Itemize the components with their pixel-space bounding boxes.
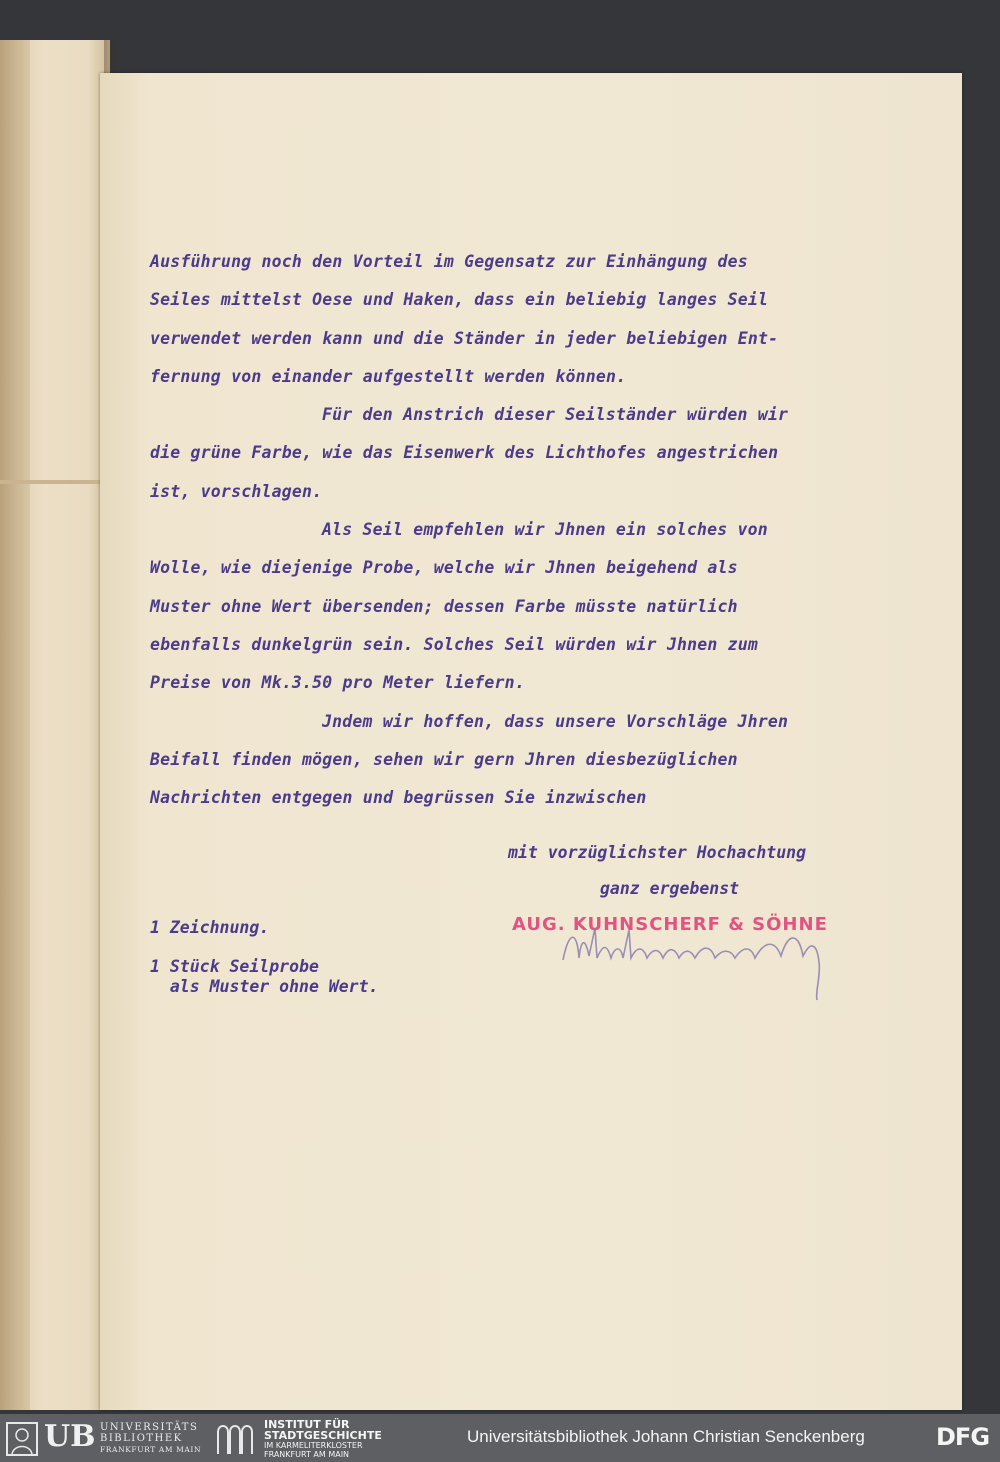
text-line: Muster ohne Wert übersenden; dessen Farbe müsste natürlich: [150, 596, 738, 616]
text-line: Nachrichten entgegen und begrüssen Sie inzwischen: [150, 788, 647, 808]
text-line: verwendet werden kann und die Ständer in jeder beliebigen Ent-: [150, 328, 779, 348]
text-line: Für den Anstrich dieser Seilständer würden wir: [322, 405, 789, 425]
text-line: Preise von Mk.3.50 pro Meter liefern.: [150, 673, 525, 693]
footer-title: Universitätsbibliothek Johann Christian Senckenberg: [467, 1427, 865, 1446]
enclosure-rope-sample-note: als Muster ohne Wert.: [150, 977, 379, 996]
institute-arches-icon: [214, 1420, 256, 1456]
text-line: Als Seil empfehlen wir Jhnen ein solches von: [322, 520, 768, 540]
ifs-line-4: FRANKFURT AM MAIN: [264, 1450, 350, 1459]
ub-portrait-icon: [6, 1422, 38, 1456]
closing-regards: ganz ergebenst: [600, 879, 740, 898]
previous-page-edge: [0, 40, 110, 1410]
text-line: Wolle, wie diejenige Probe, welche wir Jhnen beigehend als: [150, 558, 738, 578]
ub-logo-letters: UB: [44, 1419, 96, 1454]
letter-body: [150, 243, 890, 817]
enclosures: [150, 918, 378, 997]
text-line: fernung von einander aufgestellt werden können.: [150, 366, 627, 386]
text-line: Jndem wir hoffen, dass unsere Vorschläge Jhren: [322, 711, 789, 731]
text-line: ebenfalls dunkelgrün sein. Solches Seil würden wir Jhnen zum: [150, 634, 759, 654]
closing-salutation: mit vorzüglichster Hochachtung: [508, 843, 807, 862]
ifs-line-2: STADTGESCHICHTE: [264, 1429, 382, 1442]
text-line: Beifall finden mögen, sehen wir gern Jhren diesbezüglichen: [150, 749, 738, 769]
ifs-line-3: IM KARMELITERKLOSTER: [264, 1441, 363, 1450]
handwritten-signature: [555, 900, 855, 1010]
dfg-logo: DFG: [936, 1423, 990, 1451]
company-stamp: AUG. KUHNSCHERF & SÖHNE: [512, 914, 828, 935]
viewer-footer: [0, 1414, 1000, 1462]
institute-logo-text: [264, 1419, 382, 1459]
page-fold: [0, 480, 110, 484]
text-line: ist, vorschlagen.: [150, 481, 323, 501]
ifs-line-1: INSTITUT FÜR: [264, 1418, 350, 1431]
ub-line-2: BIBLIOTHEK: [100, 1433, 183, 1444]
enclosure-drawing: 1 Zeichnung.: [150, 918, 270, 937]
ub-logo-text: [100, 1422, 201, 1455]
ub-line-1: UNIVERSITÄTS: [100, 1422, 199, 1433]
enclosure-rope-sample: 1 Stück Seilprobe: [150, 957, 319, 976]
text-line: Ausführung noch den Vorteil im Gegensatz zur Einhängung des: [150, 252, 748, 271]
ub-line-3: FRANKFURT AM MAIN: [100, 1445, 202, 1454]
page-margin: [0, 40, 30, 1410]
text-line: die grüne Farbe, wie das Eisenwerk des Lichthofes angestrichen: [150, 443, 779, 463]
text-line: Seiles mittelst Oese und Haken, dass ein beliebig langes Seil: [150, 290, 769, 310]
